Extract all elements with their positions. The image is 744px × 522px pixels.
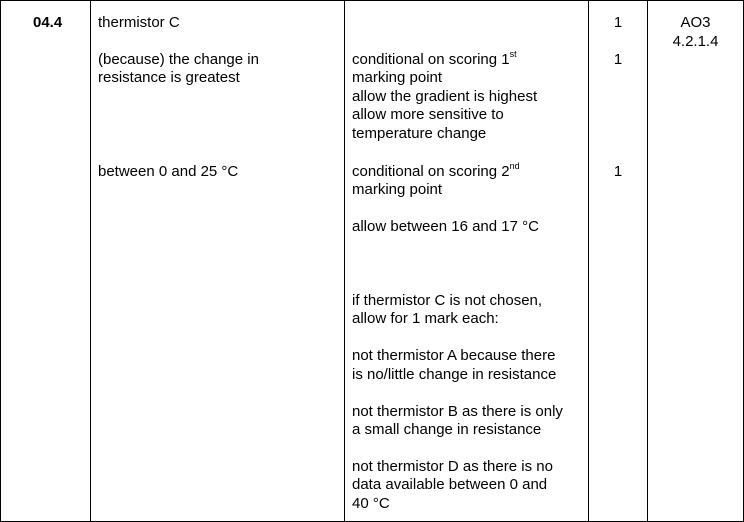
answer-point-2-line-2: resistance is greatest: [98, 69, 240, 86]
answer-point-2-line-1: (because) the change in: [98, 51, 259, 68]
guidance-line: a small change in resistance: [352, 421, 542, 438]
guidance-conditional-2: [352, 163, 520, 182]
guidance-line: marking point: [352, 69, 443, 86]
guidance-line: allow the gradient is highest: [352, 88, 538, 105]
guidance-line: not thermistor A because there: [352, 347, 556, 364]
guidance-line: allow for 1 mark each:: [352, 310, 499, 327]
answer-point-1: thermistor C: [98, 14, 180, 31]
guidance-line: if thermistor C is not chosen,: [352, 292, 543, 309]
guidance-line: data available between 0 and: [352, 476, 548, 493]
column-divider: [90, 0, 91, 522]
guidance-line: allow more sensitive to: [352, 106, 504, 123]
mark-value: 1: [613, 51, 623, 68]
mark-value: 1: [613, 14, 623, 31]
guidance-text: conditional on scoring 2: [352, 163, 510, 180]
guidance-text: conditional on scoring 1: [352, 51, 510, 68]
column-divider: [647, 0, 648, 522]
column-divider: [344, 0, 345, 522]
guidance-line: not thermistor D as there is no: [352, 458, 553, 475]
column-divider: [588, 0, 589, 522]
answer-point-3: between 0 and 25 °C: [98, 163, 239, 180]
question-number: 04.4: [33, 14, 63, 31]
guidance-line: 40 °C: [352, 495, 390, 512]
guidance-line: allow between 16 and 17 °C: [352, 218, 539, 235]
ordinal-suffix: nd: [509, 161, 520, 171]
mark-value: 1: [613, 163, 623, 180]
guidance-line: temperature change: [352, 125, 487, 142]
table-border-left: [0, 0, 1, 522]
table-border-top: [0, 0, 744, 1]
ordinal-suffix: st: [509, 49, 517, 59]
guidance-conditional-1: [352, 51, 517, 70]
spec-reference: 4.2.1.4: [672, 33, 719, 50]
guidance-line: marking point: [352, 181, 443, 198]
guidance-line: not thermistor B as there is only: [352, 403, 563, 420]
assessment-objective: AO3: [680, 14, 711, 31]
guidance-line: is no/little change in resistance: [352, 366, 557, 383]
